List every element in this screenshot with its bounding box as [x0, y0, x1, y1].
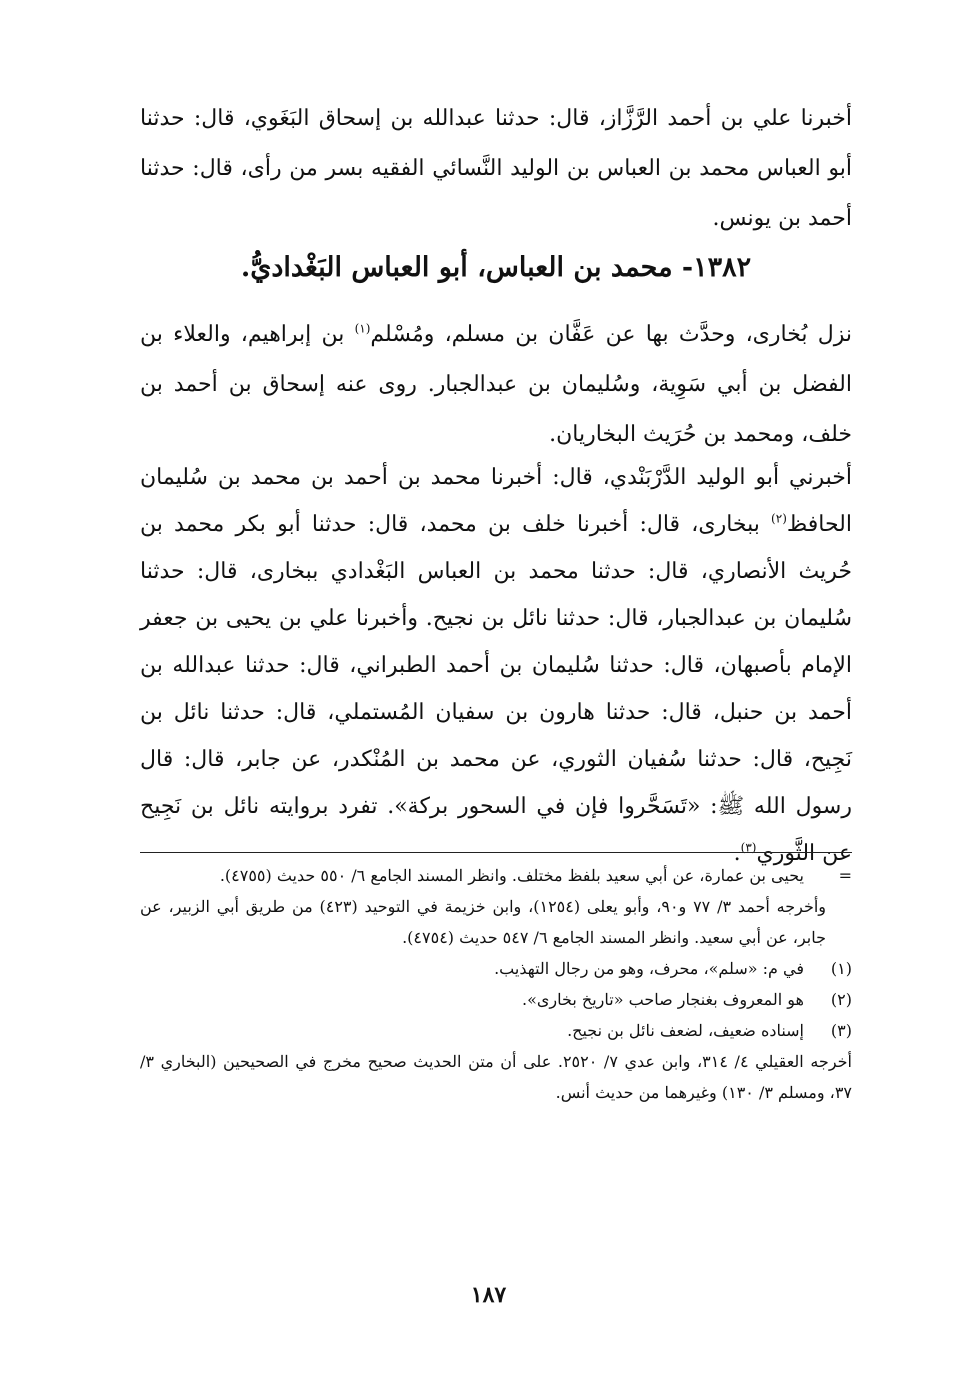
entry-heading: ١٣٨٢- محمد بن العباس، أبو العباس البَغْداديُّ.	[240, 252, 752, 283]
biography-paragraph	[140, 310, 852, 460]
continuation-text-2: وأخرجه أحمد ٣/ ٧٧ و٩٠، وأبو يعلى (١٢٥٤)، وابن خزيمة في التوحيد (٤٢٣) من طريق أبي الزبير، عن جابر، عن أبي سعيد. وانظر المسند الجامع ٦/ ٥٤٧ حديث (٤٧٥٤).	[140, 897, 827, 947]
bio-text-start: نزل بُخارى، وحدَّث بها عن عَفَّان بن مسلم، ومُسْلم	[370, 322, 852, 347]
footnote-closing: أخرجه العقيلي ٤/ ٣١٤، وابن عدي ٧/ ٢٥٢٠. على أن متن الحديث صحيح مخرج في الصحيحين (البخاري ٣/ ٣٧، ومسلم ٣/ ١٣٠) وغيرهما من حديث أنس.	[140, 1052, 852, 1102]
footnote-item	[140, 984, 852, 1015]
footnote-continuation	[140, 860, 852, 891]
footnote-text: إسناده ضعيف، لضعف نائل بن نجيح.	[567, 1021, 804, 1040]
hadith-text-end: .	[733, 841, 741, 866]
footnote-text: في م: «سلم»، محرف، وهو من رجال التهذيب.	[494, 959, 804, 978]
hadith-section	[140, 454, 852, 877]
bio-text-end: بن إبراهيم، والعلاء بن الفضل بن أبي سَوِية، وسُليمان بن عبدالجبار. روى عنه إسحاق بن أحمد بن خلف، ومحمد بن حُرَيث البخاريان.	[140, 322, 852, 447]
footnote-ref-1: (١)	[354, 321, 371, 336]
footnote-number: (١)	[830, 959, 852, 978]
footnote-text: هو المعروف بغنجار صاحب «تاريخ بخارى».	[522, 990, 804, 1009]
hadith-text-1: أخبرني أبو الوليد الدَّرْبَنْدي، قال: أخبرنا محمد بن أحمد بن محمد بن سُليمان الحافظ	[140, 465, 852, 537]
intro-paragraph: أخبرنا علي بن أحمد الرَّزَّاز، قال: حدثنا عبدالله بن إسحاق البَغَوي، قال: حدثنا أبو العباس محمد بن العباس بن الوليد النَّسائي الفقيه بسر من رأى، قال: حدثنا أحمد بن يونس.	[140, 106, 852, 231]
footnote-item	[140, 953, 852, 984]
continuation-mark: =	[838, 866, 852, 885]
biography-section	[140, 310, 852, 460]
footnote-item	[140, 1015, 852, 1046]
footnote-number: (٣)	[830, 1021, 852, 1040]
page-number: ١٨٧	[470, 1282, 507, 1308]
hadith-paragraph	[140, 454, 852, 877]
intro-section	[140, 94, 852, 244]
continuation-text: يحيى بن عمارة، عن أبي سعيد بلفظ مختلف. وانظر المسند الجامع ٦/ ٥٥٠ حديث (٤٧٥٥).	[219, 866, 804, 885]
footnote-number: (٢)	[830, 990, 852, 1009]
footnote-ref-2: (٢)	[771, 511, 787, 526]
footnotes-section	[140, 860, 852, 1108]
hadith-text-2: ببخارى، قال: أخبرنا خلف بن محمد، قال: حدثنا أبو بكر محمد بن حُريث الأنصاري، قال: حدثنا محمد بن العباس البَغْدادي ببخارى، قال: حدثنا سُليمان بن عبدالجبار، قال: حدثنا نائل بن نجيح. وأخبرنا علي بن يحيى بن جعفر الإمام بأصبهان، قال: حدثنا سُليمان بن أحمد الطبراني، قال: حدثنا عبدالله بن أحمد بن حنبل، قال: حدثنا هارون بن سفيان المُستملي، قال: حدثنا نائل بن نَجِيح، قال: حدثنا سُفيان الثوري، عن محمد بن المُنْكدر، عن جابر، قال: قال رسول الله ﷺ: «تَسَحَّروا فإن في السحور بركة». تفرد بروايته نائل بن نَجِيح عن الثَّوري	[140, 512, 852, 866]
footnote-separator	[140, 852, 852, 853]
footnote-ref-3: (٣)	[740, 840, 757, 855]
